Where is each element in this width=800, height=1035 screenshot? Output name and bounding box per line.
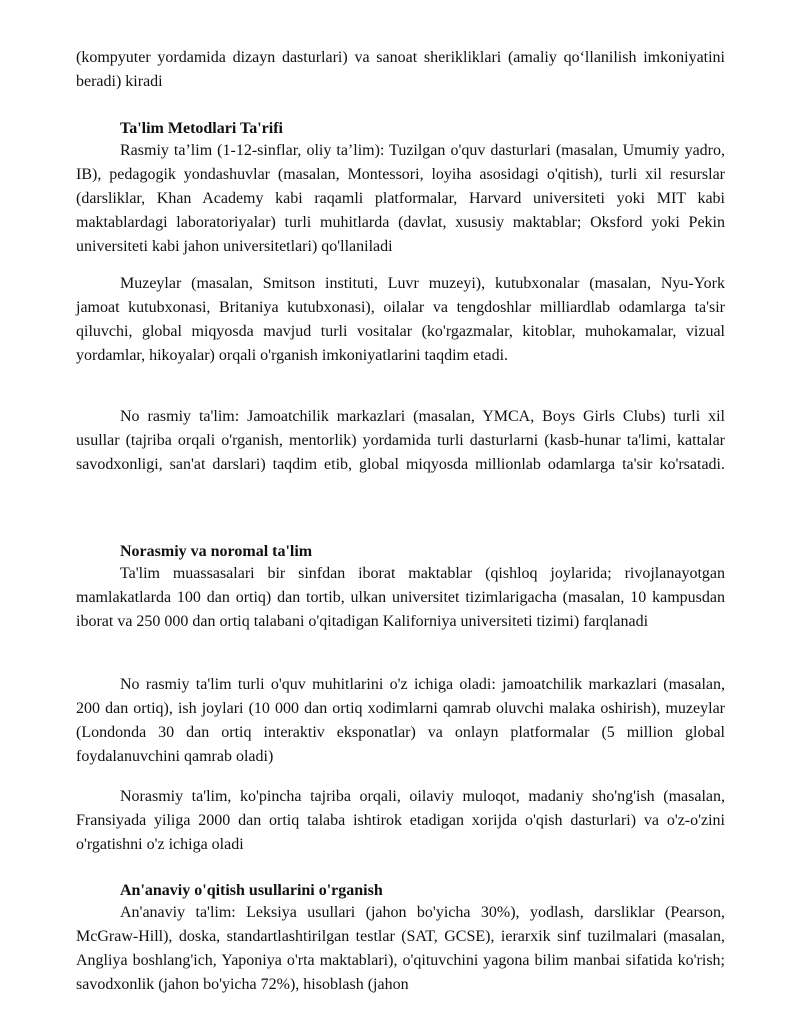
section-heading-teaching-methods: Ta'lim Metodlari Ta'rifi <box>120 120 283 137</box>
paragraph-formal-education: Rasmiy ta’lim (1-12-sinflar, oliy ta’lim): Tuzilgan o'quv dasturlari (masalan, Umumiy yadro, IB), pedagogik yondashuvlar (masalan, Montessori, loyiha asosidagi o'qitish), turli xil resurslar (darsliklar, Khan Academy kabi raqamli platformalar, Harvard universiteti yoki MIT kabi maktablardagi laboratoriyalar) turli muhitlarda (davlat, xususiy maktablar; Oksford yoki Pekin universiteti kabi jahon universitetlari) qo'llaniladi <box>76 142 725 255</box>
paragraph-learning-environments: No rasmiy ta'lim turli o'quv muhitlarini o'z ichiga oladi: jamoatchilik markazlari (masalan, 200 dan ortiq), ish joylari (10 000 dan ortiq xodimlarni qamrab oluvchi malaka oshirish), muzeylar (Londonda 30 dan ortiq interaktiv eksponatlar) va onlayn platformalar (5 million global foydalanuvchini qamrab oladi) <box>76 676 725 765</box>
section-heading-informal: Norasmiy va noromal ta'lim <box>120 543 313 560</box>
section-heading-traditional-methods: An'anaviy o'qitish usullarini o'rganish <box>120 882 383 899</box>
paragraph-informal-learning: Norasmiy ta'lim, ko'pincha tajriba orqali, oilaviy muloqot, madaniy sho'ng'ish (masalan, Fransiyada yiliga 2000 dan ortiq talaba ishtirok etadigan xorijda o'qish dasturlari) va o'z-o'zini o'rgatishni o'z ichiga oladi <box>76 788 725 853</box>
paragraph-traditional-education: An'anaviy ta'lim: Leksiya usullari (jahon bo'yicha 30%), yodlash, darsliklar (Pearson, McGraw-Hill), doska, standartlashtirilgan testlar (SAT, GCSE), ierarxik sinf tuzilmalari (masalan, Angliya boshlang'ich, Yaponiya o'rta maktablari), o'qituvchini yagona bilim manbai sifatida ko'rish; savodxonlik (jahon bo'yicha 72%), hisoblash (jahon <box>76 904 725 993</box>
paragraph-nonformal-education: No rasmiy ta'lim: Jamoatchilik markazlari (masalan, YMCA, Boys Girls Clubs) turli xil usullar (tajriba orqali o'rganish, mentorlik) yordamida turli dasturlarni (kasb-hunar ta'limi, kattalar savodxonligi, san'at darslari) taqdim etib, global miqyosda millionlab odamlarga ta'sir ko'rsatadi. <box>76 408 725 473</box>
paragraph-institutions: Ta'lim muassasalari bir sinfdan iborat maktablar (qishloq joylarida; rivojlanayotgan mamlakatlarda 100 dan ortiq) dan tortib, ulkan universitet tizimlarigacha (masalan, 10 kampusdan iborat va 250 000 dan ortiq talabani o'qitadigan Kaliforniya universiteti tizimi) farqlanadi <box>76 565 725 630</box>
paragraph-continuation: (kompyuter yordamida dizayn dasturlari) va sanoat sherikliklari (amaliy qo‘llanilish imkoniyatini beradi) kiradi <box>76 49 725 90</box>
paragraph-museums-libraries: Muzeylar (masalan, Smitson instituti, Luvr muzeyi), kutubxonalar (masalan, Nyu-York jamoat kutubxonasi, Britaniya kutubxonasi), oilalar va tengdoshlar milliardlab odamlarga ta'sir qiluvchi, global miqyosda mavjud turli vositalar (ko'rgazmalar, kitoblar, muhokamalar, vizual yordamlar, hikoyalar) orqali o'rganish imkoniyatlarini taqdim etadi. <box>76 275 725 364</box>
